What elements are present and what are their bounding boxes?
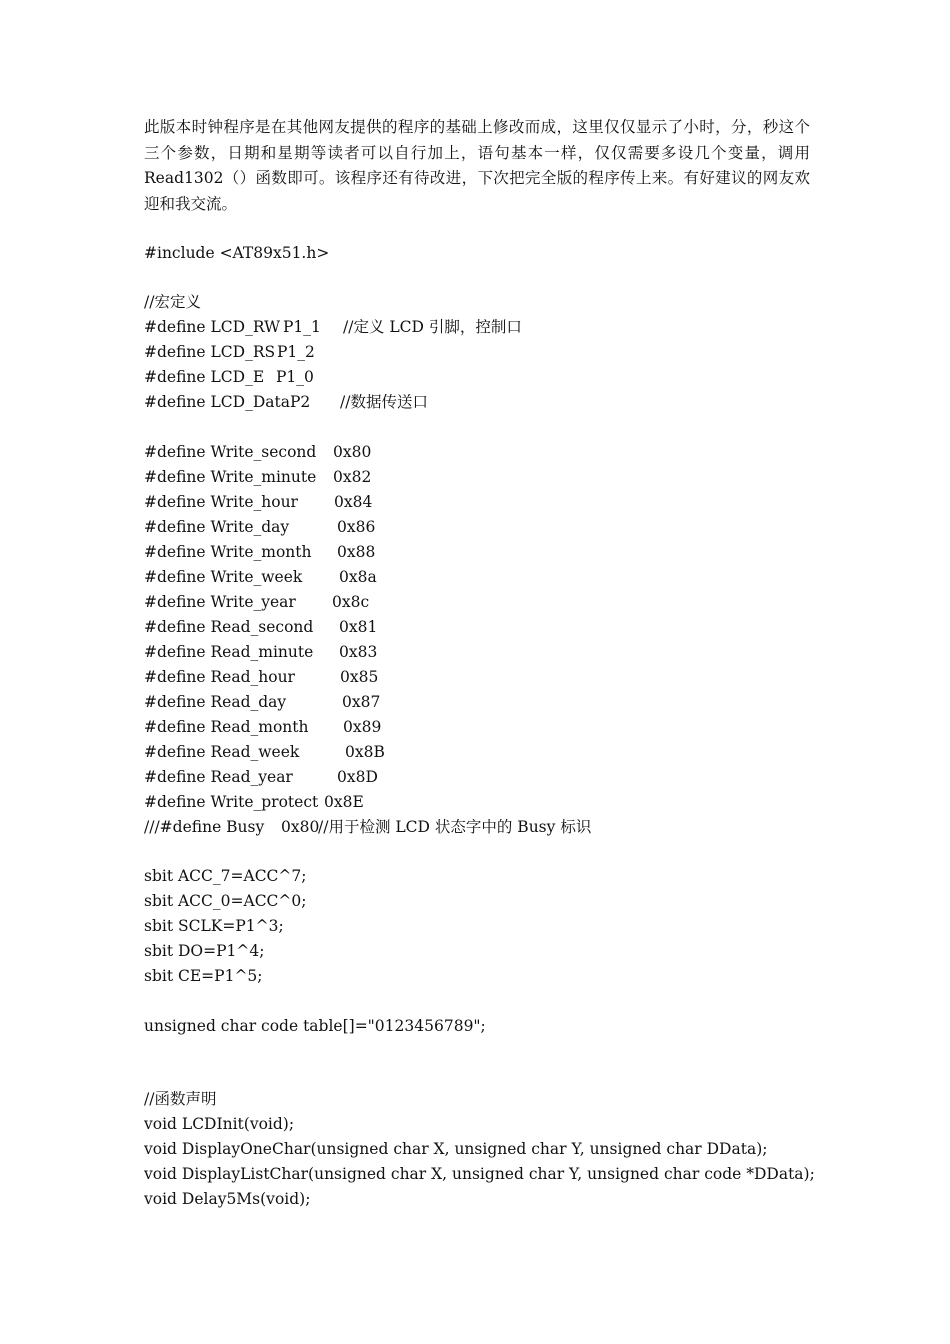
function-declaration-line: void DisplayOneChar(unsigned char X, unsigned char Y, unsigned char DData);	[144, 1140, 768, 1158]
intro-paragraph-block	[144, 115, 810, 217]
define-name: #define Read_minute	[144, 643, 314, 661]
macro-name: #define LCD_E	[144, 368, 265, 386]
intro-paragraph: 此版本时钟程序是在其他网友提供的程序的基础上修改而成，这里仅仅显示了小时，分，秒这个三个参数，日期和星期等读者可以自行加上，语句基本一样，仅仅需要多设几个变量，调用 Read1302（）函数即可。该程序还有待改进，下次把完全版的程序传上来。有好建议的网友欢迎和我交流。	[144, 118, 810, 213]
define-value: 0x8D	[337, 768, 378, 786]
function-declaration-block	[144, 1087, 844, 1212]
sbit-block	[144, 864, 844, 989]
include-block	[144, 241, 844, 266]
define-name: #define Write_day	[144, 518, 290, 536]
macro-definition-block	[144, 290, 844, 415]
define-value: 0x80	[333, 443, 372, 461]
register-define-line	[144, 790, 844, 815]
register-define-line	[144, 440, 844, 465]
macro-name: #define LCD_RS	[144, 343, 276, 361]
macro-value: P1_2	[277, 343, 315, 361]
macro-value: P1_1	[283, 318, 321, 336]
define-value: 0x80	[281, 818, 320, 836]
define-name: #define Write_month	[144, 543, 312, 561]
register-define-line	[144, 740, 844, 765]
register-define-line	[144, 665, 844, 690]
table-line: unsigned char code table[]="0123456789";	[144, 1017, 486, 1035]
busy-define-line	[144, 815, 844, 840]
sbit-line: sbit ACC_0=ACC^0;	[144, 892, 307, 910]
sbit-line: sbit CE=P1^5;	[144, 967, 263, 985]
define-name: #define Read_second	[144, 618, 314, 636]
register-define-block	[144, 440, 844, 840]
sbit-line: sbit ACC_7=ACC^7;	[144, 867, 307, 885]
macro-value: P2	[290, 393, 311, 411]
define-value: 0x8a	[339, 568, 377, 586]
define-value: 0x81	[339, 618, 378, 636]
define-value: 0x8B	[345, 743, 385, 761]
macro-comment: //宏定义	[144, 293, 201, 311]
define-name: #define Write_week	[144, 568, 303, 586]
define-value: 0x83	[339, 643, 378, 661]
define-value: 0x84	[334, 493, 373, 511]
define-name: #define Write_second	[144, 443, 317, 461]
register-define-line	[144, 765, 844, 790]
sbit-line: sbit SCLK=P1^3;	[144, 917, 284, 935]
define-name: #define Read_month	[144, 718, 309, 736]
define-value: 0x8c	[332, 593, 370, 611]
include-line: #include <AT89x51.h>	[144, 244, 330, 262]
function-declaration-line: void Delay5Ms(void);	[144, 1190, 311, 1208]
sbit-line: sbit DO=P1^4;	[144, 942, 265, 960]
define-value: 0x82	[333, 468, 372, 486]
define-value: 0x88	[337, 543, 376, 561]
define-name: #define Write_minute	[144, 468, 317, 486]
define-name: #define Read_hour	[144, 668, 295, 686]
define-name: #define Read_day	[144, 693, 287, 711]
register-define-line	[144, 615, 844, 640]
macro-name: #define LCD_Data	[144, 393, 290, 411]
define-name: ///#define Busy	[144, 818, 265, 836]
define-name: #define Read_week	[144, 743, 300, 761]
register-define-line	[144, 465, 844, 490]
register-define-line	[144, 565, 844, 590]
function-declaration-line: void LCDInit(void);	[144, 1115, 295, 1133]
macro-line-lcd-data	[144, 390, 844, 415]
define-name: #define Read_year	[144, 768, 293, 786]
register-define-line	[144, 690, 844, 715]
macro-comment-text: //定义 LCD 引脚，控制口	[343, 318, 522, 336]
macro-comment-text: //数据传送口	[340, 393, 428, 411]
register-define-line	[144, 590, 844, 615]
define-comment: //用于检测 LCD 状态字中的 Busy 标识	[318, 818, 592, 836]
define-value: 0x8E	[324, 793, 364, 811]
define-name: #define Write_protect	[144, 793, 319, 811]
register-define-line	[144, 640, 844, 665]
define-value: 0x85	[340, 668, 379, 686]
define-value: 0x89	[343, 718, 382, 736]
macro-line-lcd-e	[144, 365, 844, 390]
define-value: 0x87	[342, 693, 381, 711]
define-name: #define Write_year	[144, 593, 296, 611]
macro-name: #define LCD_RW	[144, 318, 281, 336]
macro-value: P1_0	[276, 368, 314, 386]
function-declaration-line: void DisplayListChar(unsigned char X, unsigned char Y, unsigned char code *DData);	[144, 1165, 815, 1183]
macro-line-lcd-rw	[144, 315, 844, 340]
macro-line-lcd-rs	[144, 340, 844, 365]
table-block	[144, 1014, 844, 1039]
register-define-line	[144, 540, 844, 565]
register-define-line	[144, 490, 844, 515]
register-define-line	[144, 715, 844, 740]
function-comment: //函数声明	[144, 1090, 217, 1108]
register-define-line	[144, 515, 844, 540]
define-value: 0x86	[337, 518, 376, 536]
define-name: #define Write_hour	[144, 493, 298, 511]
